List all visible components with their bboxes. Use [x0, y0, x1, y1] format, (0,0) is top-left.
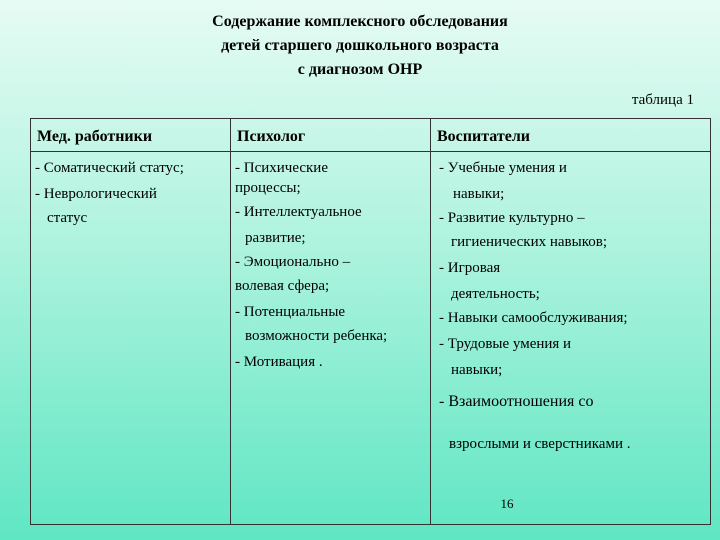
list-item: - Развитие культурно – — [439, 210, 585, 226]
title-line-1: Содержание комплексного обследования — [212, 13, 508, 30]
list-item: - Неврологический — [35, 186, 157, 202]
list-item: процессы; — [235, 180, 301, 196]
table-body-row — [31, 152, 711, 525]
list-item: деятельность; — [451, 286, 540, 302]
examination-table — [30, 118, 711, 525]
table-label: таблица 1 — [631, 92, 694, 108]
list-item: взрослыми и сверстниками . — [449, 436, 631, 452]
list-item: - Взаимоотношения со — [439, 393, 594, 410]
table-header-row — [31, 119, 711, 152]
list-item: - Навыки самообслуживания; — [439, 310, 628, 326]
header-psychologist: Психолог — [231, 119, 431, 152]
cell-psychologist — [231, 152, 431, 525]
page-number: 16 — [500, 496, 514, 511]
list-item: волевая сфера; — [235, 278, 330, 294]
cell-medical-staff — [31, 152, 231, 525]
document-title — [150, 10, 570, 82]
list-item: - Игровая — [439, 260, 501, 276]
header-educators: Воспитатели — [431, 119, 711, 152]
title-line-3: с диагнозом ОНР — [297, 61, 423, 78]
list-item: гигиенических навыков; — [451, 234, 607, 250]
list-item: - Трудовые умения и — [439, 336, 572, 352]
list-item: - Потенциальные — [235, 304, 346, 320]
list-item: навыки; — [451, 362, 503, 378]
list-item: возможности ребенка; — [245, 328, 388, 344]
list-item: навыки; — [453, 186, 505, 202]
list-item: - Мотивация . — [235, 354, 323, 370]
list-item: - Эмоционально – — [235, 254, 351, 270]
list-item: статус — [47, 210, 88, 226]
cell-educators — [431, 152, 711, 525]
list-item: - Интеллектуальное — [235, 204, 362, 220]
title-line-2: детей старшего дошкольного возраста — [221, 37, 499, 54]
header-medical-staff: Мед. работники — [31, 119, 231, 152]
list-item: - Учебные умения и — [439, 160, 567, 176]
list-item: развитие; — [245, 230, 306, 246]
list-item: - Психические — [235, 160, 328, 176]
list-item: - Соматический статус; — [35, 160, 184, 176]
